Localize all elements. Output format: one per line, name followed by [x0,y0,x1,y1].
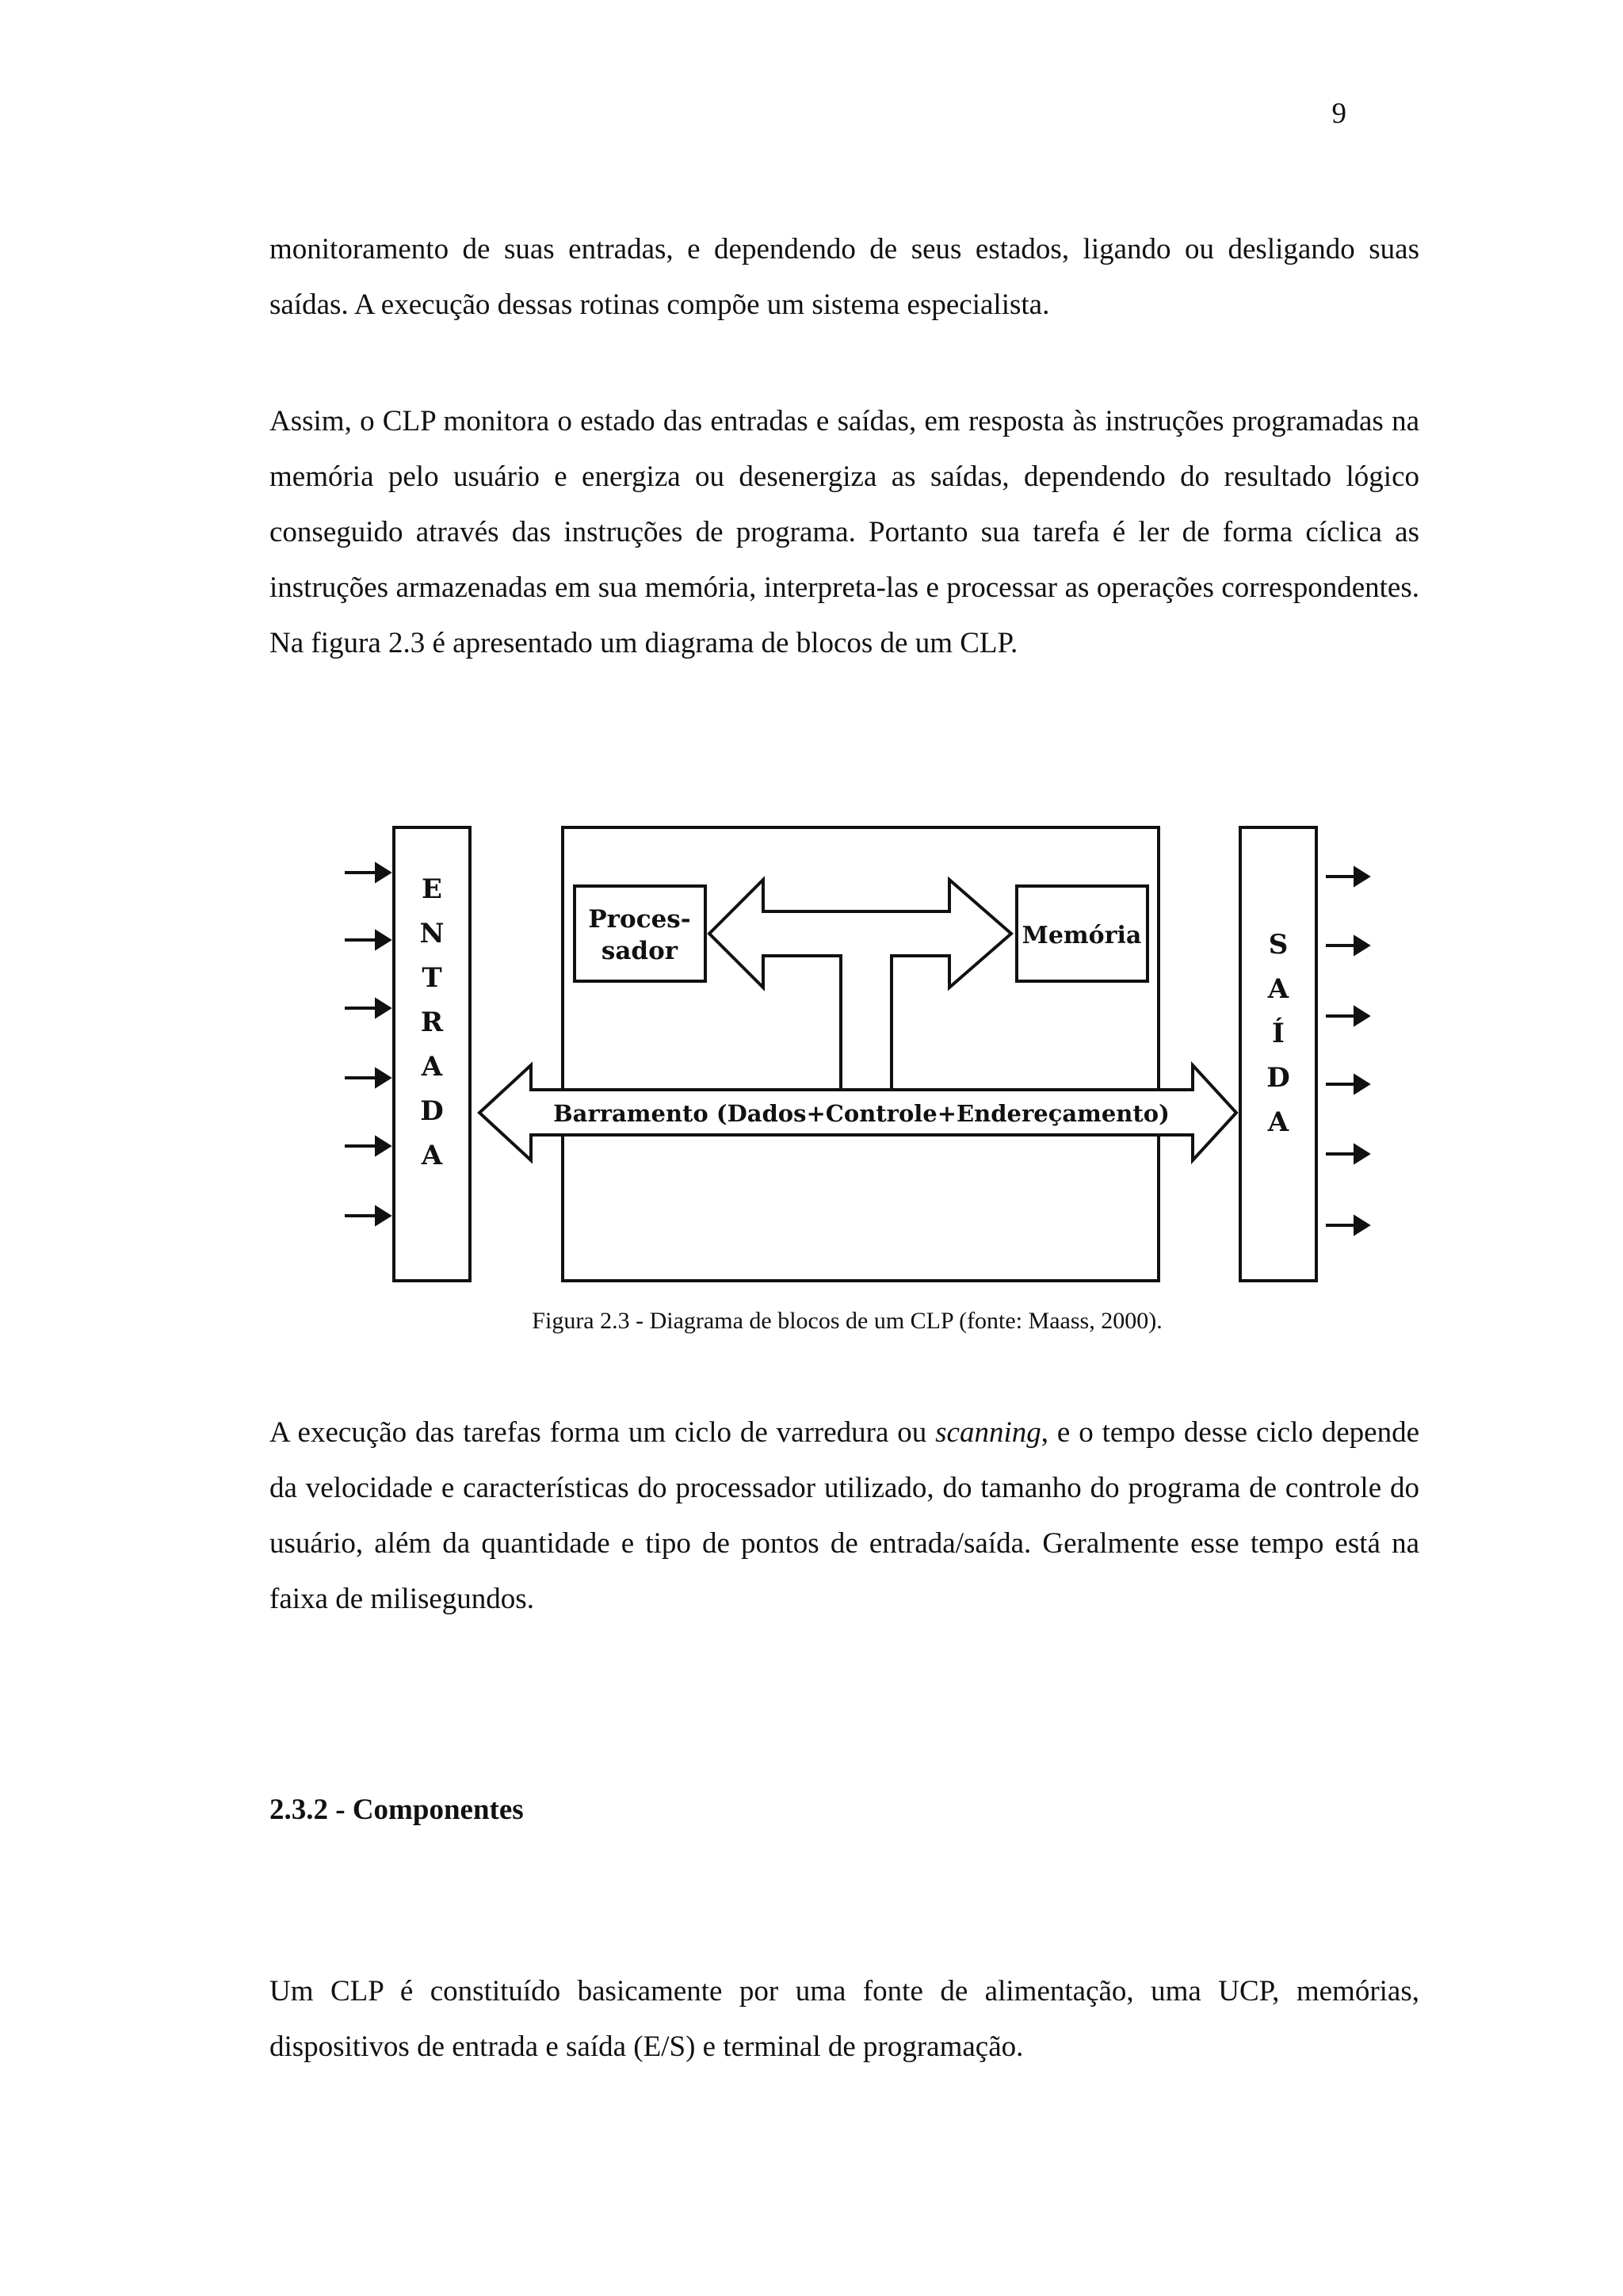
processor-label-line2: sador [601,937,678,965]
saida-letter: A [1267,973,1289,1005]
input-arrows [345,865,389,1224]
figure-caption: Figura 2.3 - Diagrama de blocos de um CLP (fonte: Maass, 2000). [532,1308,1163,1334]
entrada-letter: T [422,962,442,994]
output-arrows [1326,869,1368,1233]
clp-block-diagram [337,800,1380,1282]
saida-block [1240,827,1316,1281]
saida-letter: S [1268,929,1289,961]
paragraph-1: monitoramento de suas entradas, e dependendo de seus estados, ligando ou desligando suas saídas. A execução dessas rotinas compõe um sistema especialista. [269,233,1419,321]
memory-label: Memória [1022,922,1142,949]
paragraph-3 [269,1405,1419,1627]
paragraph-3-end: , e o tempo desse ciclo depende da velocidade e características do processador utilizado, do tamanho do programa de controle do usuário, além da quantidade e tipo de pontos de entrada/saída. Geralmente esse tempo está na faixa de milisegundos. [269,1416,1419,1615]
page-number: 9 [1331,97,1346,130]
entrada-letter: A [421,1051,443,1083]
paragraph-4: Um CLP é constituído basicamente por uma fonte de alimentação, uma UCP, memórias, dispositivos de entrada e saída (E/S) e terminal de programação. [269,1975,1419,2063]
section-heading: 2.3.2 - Componentes [269,1794,524,1826]
paragraph-2: Assim, o CLP monitora o estado das entradas e saídas, em resposta às instruções programadas na memória pelo usuário e energiza ou desenergiza as saídas, dependendo do resultado lógico conseguido através das instruções de programa. Portanto sua tarefa é ler de forma cíclica as instruções armazenadas em sua memória, interpreta-las e processar as operações correspondentes. Na figura 2.3 é apresentado um diagrama de blocos de um CLP. [269,405,1419,659]
saida-letter: D [1266,1062,1290,1094]
saida-letter: A [1267,1106,1289,1138]
bus-label: Barramento (Dados+Controle+Endereçamento) [553,1100,1170,1127]
processor-block [575,886,705,981]
paragraph-3-italic-term: scanning [935,1416,1041,1449]
entrada-letter: R [420,1007,444,1038]
entrada-letter: N [419,918,445,949]
entrada-letter: E [422,873,442,905]
processor-label-line1: Proces- [588,905,691,934]
entrada-letter: A [421,1140,443,1171]
saida-letter: Í [1272,1018,1285,1049]
entrada-letter: D [420,1095,444,1127]
paragraph-3-start: A execução das tarefas forma um ciclo de varredura ou [269,1416,936,1449]
